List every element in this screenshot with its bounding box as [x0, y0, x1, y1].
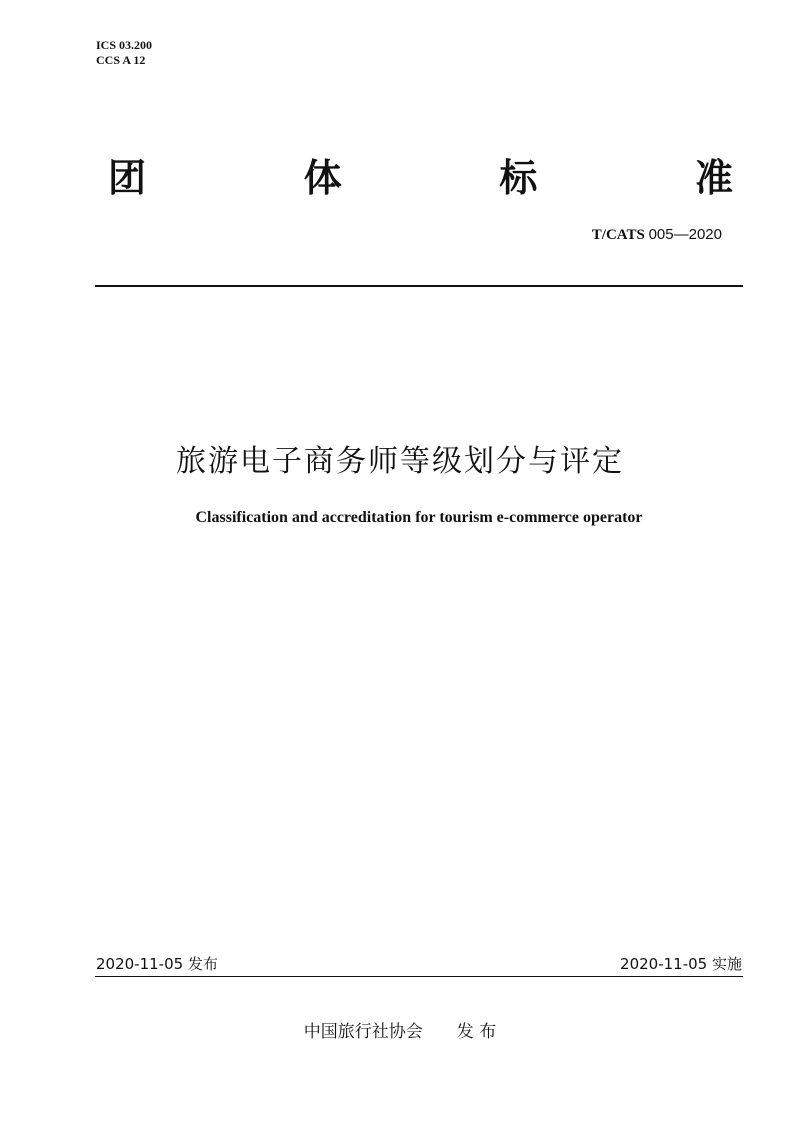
standard-type-char: 标 [499, 156, 538, 200]
top-divider [95, 285, 743, 287]
ccs-code: CCS A 12 [96, 53, 146, 67]
standard-number-prefix: T/CATS [591, 227, 645, 243]
issue-date: 2020-11-05 发布 [96, 955, 218, 973]
standard-type-char: 团 [108, 156, 147, 200]
publisher-line [0, 1017, 800, 1042]
bottom-divider [95, 976, 743, 977]
publisher-organization: 中国旅行社协会 [303, 1022, 423, 1042]
classification-codes [96, 38, 152, 68]
title-chinese: 旅游电子商务师等级划分与评定 [176, 444, 624, 479]
ics-code: ICS 03.200 [96, 38, 153, 52]
standard-number-value: 005—2020 [648, 226, 722, 243]
title-english: Classification and accreditation for tourism e-commerce operator [195, 509, 643, 526]
standard-number [592, 226, 722, 244]
implementation-date: 2020-11-05 实施 [620, 955, 742, 973]
publisher-action: 发 布 [456, 1022, 497, 1042]
standard-type-heading [108, 150, 733, 206]
standard-type-char: 准 [694, 156, 733, 200]
standard-type-char: 体 [303, 156, 342, 200]
